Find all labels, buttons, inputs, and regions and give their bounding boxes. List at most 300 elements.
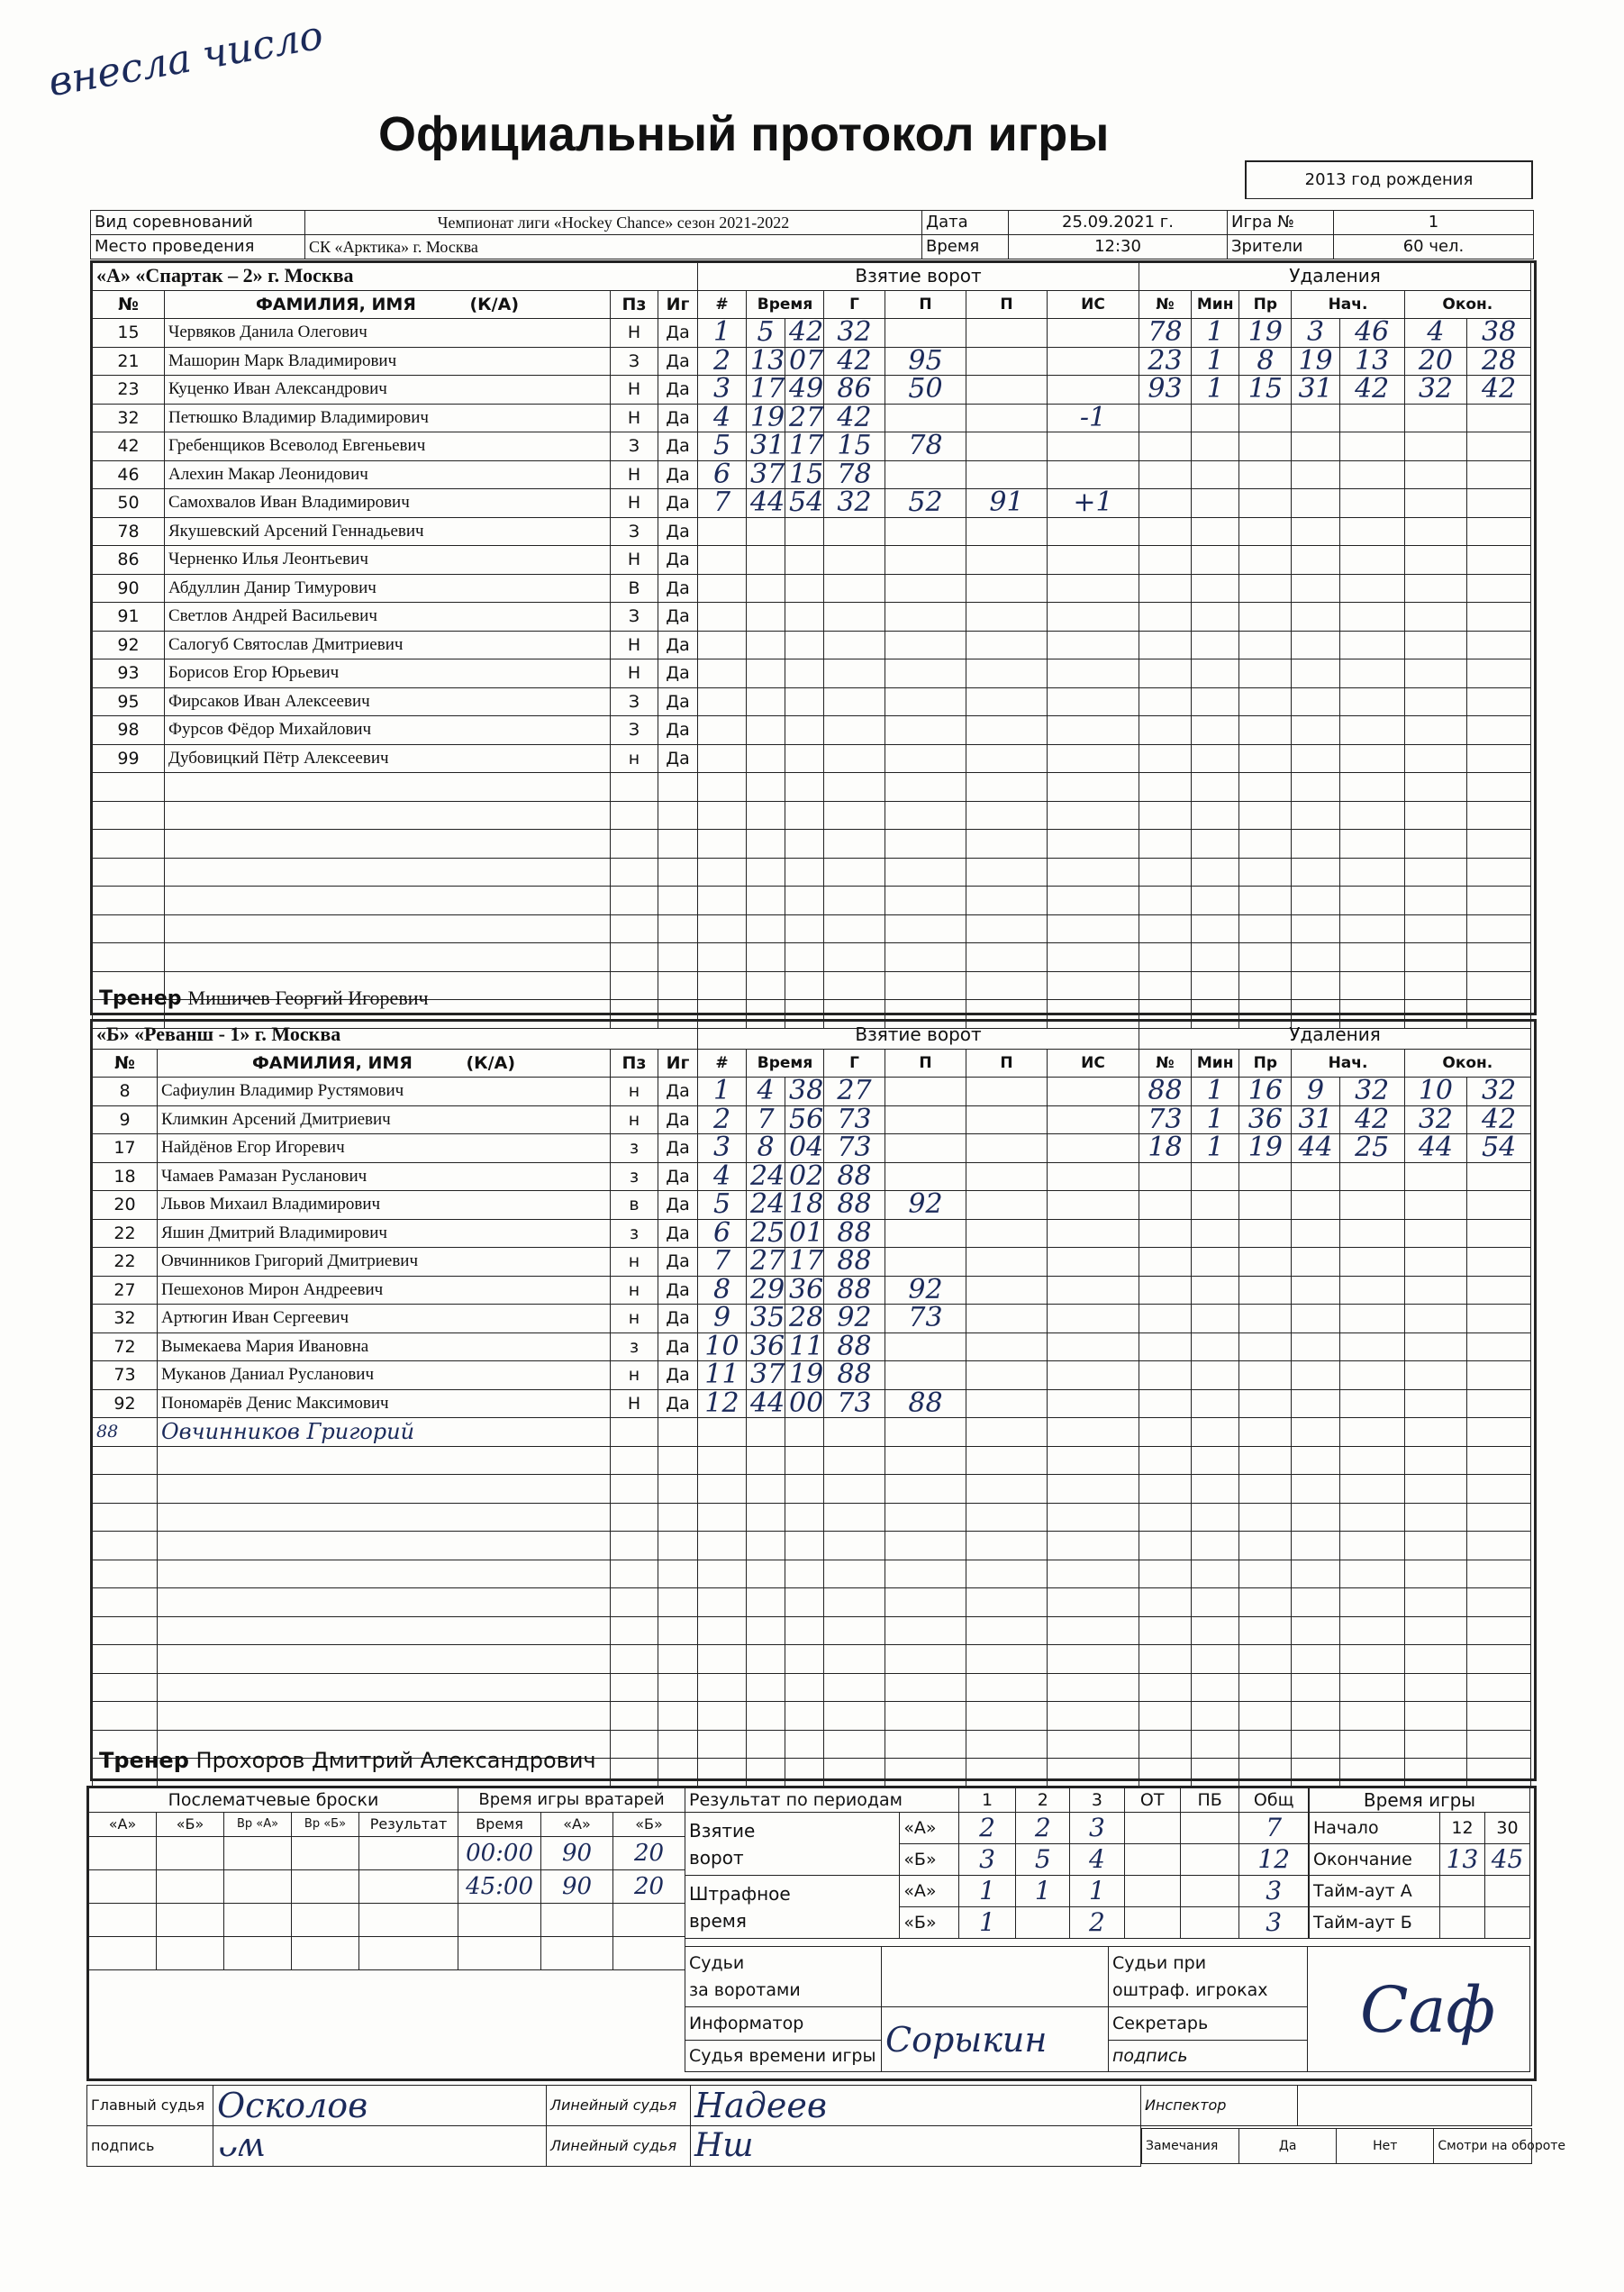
empty-cell [1339, 1332, 1404, 1361]
empty-cell [658, 1475, 698, 1504]
empty-cell [1339, 432, 1404, 461]
player-played: Да [658, 716, 698, 745]
goal-row [698, 1588, 1139, 1617]
empty-cell [1239, 801, 1292, 830]
empty-cell [1339, 517, 1404, 546]
goal-p1: 50 [885, 376, 966, 405]
player-played: Да [658, 1105, 698, 1134]
empty-cell [698, 1475, 747, 1504]
empty-cell [1239, 744, 1292, 773]
goal-s: 38 [785, 1078, 824, 1106]
goal-row [698, 603, 1139, 632]
empty-cell [1139, 744, 1192, 773]
empty-cell [1467, 460, 1531, 489]
empty-cell [1467, 1389, 1531, 1418]
empty-cell [1404, 1588, 1467, 1617]
empty-cell [1467, 1332, 1531, 1361]
empty-cell [785, 1588, 824, 1617]
col-pen-min: Мин [1192, 1049, 1239, 1078]
player-row [93, 1503, 698, 1532]
empty-cell [785, 546, 824, 575]
player-name: Дубовицкий Пётр Алексеевич [165, 744, 611, 773]
goal-n: 2 [698, 347, 747, 376]
empty-cell [1467, 1532, 1531, 1560]
empty-cell [966, 1305, 1048, 1333]
player-row [93, 1702, 698, 1731]
empty-cell [1404, 1730, 1467, 1759]
linesman-2-label: Линейный судья [547, 2126, 691, 2167]
penalty-row [1139, 1305, 1531, 1333]
period-1: 1 [958, 1788, 1015, 1813]
penalty-row [1139, 1105, 1531, 1134]
player-position: З [611, 432, 658, 461]
empty-cell [1192, 1418, 1239, 1447]
remarks-no[interactable]: Нет [1337, 2129, 1434, 2164]
empty-cell [966, 887, 1048, 915]
penalty-row [1139, 432, 1531, 461]
penalty-sm: 31 [1292, 376, 1339, 405]
empty-cell [611, 1532, 658, 1560]
goal-s: 15 [785, 460, 824, 489]
pen-title: Удаления [1139, 262, 1531, 291]
penalty-row [1139, 1560, 1531, 1588]
team-b-goals [697, 1020, 1139, 1787]
empty-cell [824, 1503, 885, 1532]
empty-cell [1239, 971, 1292, 1000]
empty-cell [824, 546, 885, 575]
goal-p1 [885, 1162, 966, 1191]
goals-title: Взятие ворот [698, 1021, 1139, 1050]
empty-cell [1139, 1560, 1192, 1588]
player-position: з [611, 1134, 658, 1163]
goal-row [698, 744, 1139, 773]
empty-cell [698, 1446, 747, 1475]
empty-cell [1339, 1560, 1404, 1588]
empty-cell [966, 716, 1048, 745]
penalty-sm: 44 [1292, 1134, 1339, 1163]
empty-cell [698, 716, 747, 745]
empty-cell [698, 914, 747, 943]
empty-cell [158, 1645, 611, 1674]
penalty-es: 42 [1467, 1105, 1531, 1134]
empty-cell [785, 943, 824, 972]
penalty-es: 42 [1467, 376, 1531, 405]
empty-cell [1467, 744, 1531, 773]
empty-cell [1239, 1276, 1292, 1305]
goal-n: 9 [698, 1305, 747, 1333]
penalty-pr: 19 [1239, 1134, 1292, 1163]
goal-g: 73 [824, 1105, 885, 1134]
player-played: Да [658, 319, 698, 348]
empty-cell [1239, 1332, 1292, 1361]
goal-g: 42 [824, 404, 885, 432]
empty-cell [1404, 1702, 1467, 1731]
empty-cell [824, 716, 885, 745]
empty-cell [698, 773, 747, 802]
goal-n: 5 [698, 1191, 747, 1220]
empty-cell [1192, 1616, 1239, 1645]
goal-s: 11 [785, 1332, 824, 1361]
empty-cell [1048, 1389, 1139, 1418]
player-number: 99 [93, 744, 165, 773]
player-number: 72 [93, 1332, 158, 1361]
player-position: З [611, 603, 658, 632]
col-pen-start: Нач. [1292, 290, 1404, 319]
player-number: 22 [93, 1219, 158, 1248]
player-position: н [611, 1276, 658, 1305]
goal-p1: 88 [885, 1389, 966, 1418]
empty-cell [658, 1759, 698, 1787]
empty-cell [1404, 546, 1467, 575]
empty-cell [785, 517, 824, 546]
player-played: Да [658, 489, 698, 518]
penalty-row [1139, 319, 1531, 348]
player-name: Найдёнов Егор Игоревич [158, 1134, 611, 1163]
empty-cell [698, 1560, 747, 1588]
empty-cell [885, 744, 966, 773]
game-no-value: 1 [1334, 211, 1534, 235]
empty-cell [1239, 1475, 1292, 1504]
pen-b-total: 3 [1239, 1907, 1309, 1939]
remarks-yes[interactable]: Да [1239, 2129, 1337, 2164]
penalty-row [1139, 376, 1531, 405]
empty-cell [824, 1759, 885, 1787]
empty-cell [1139, 1588, 1192, 1617]
referees-table: Главный судья Осколов Линейный судья Надеев Инспектор подпись ᴗʍ Линейный судья Нш Замечания Да Нет Смотри на обороте [86, 2085, 1532, 2167]
empty-cell [1048, 1105, 1139, 1134]
player-number: 15 [93, 319, 165, 348]
player-row [93, 1560, 698, 1588]
empty-cell [966, 659, 1048, 688]
goal-n: 3 [698, 1134, 747, 1163]
goal-row [698, 1759, 1139, 1787]
period-results-table [685, 1787, 1309, 1939]
inspector-label: Инспектор [1141, 2086, 1298, 2126]
empty-cell [1192, 1276, 1239, 1305]
time-label: Время [922, 235, 1009, 259]
player-name: Гребенщиков Всеволод Евгеньевич [165, 432, 611, 461]
player-position: н [611, 1248, 658, 1277]
empty-cell [1048, 887, 1139, 915]
empty-cell [1139, 603, 1192, 632]
penalty-em: 32 [1404, 1105, 1467, 1134]
player-row [93, 1191, 698, 1220]
period-ot: ОТ [1124, 1788, 1180, 1813]
empty-cell [1292, 943, 1339, 972]
empty-cell [1139, 1532, 1192, 1560]
empty-cell [747, 631, 785, 659]
goals-a-p1: 2 [958, 1813, 1015, 1844]
competition-label: Вид соревнований [91, 211, 305, 235]
goal-s: 42 [785, 319, 824, 348]
empty-cell [1339, 687, 1404, 716]
player-number: 92 [93, 631, 165, 659]
empty-cell [1404, 1759, 1467, 1787]
end-label: Окончание [1310, 1844, 1440, 1876]
goalie-time: 45:00 [458, 1870, 541, 1904]
goal-row [698, 376, 1139, 405]
empty-cell [966, 1332, 1048, 1361]
empty-cell [1467, 1162, 1531, 1191]
penalty-em: 10 [1404, 1078, 1467, 1106]
empty-cell [1467, 971, 1531, 1000]
empty-cell [966, 1588, 1048, 1617]
empty-cell [1192, 1475, 1239, 1504]
empty-cell [747, 1616, 785, 1645]
penalty-ss: 42 [1339, 1105, 1404, 1134]
player-row [93, 830, 698, 859]
empty-cell [785, 1503, 824, 1532]
empty-cell [611, 1673, 658, 1702]
empty-cell [157, 1837, 224, 1870]
empty-cell [785, 773, 824, 802]
goal-judges-label: Судьи за воротами [685, 1947, 882, 2007]
player-row [93, 1248, 698, 1277]
empty-cell [1292, 914, 1339, 943]
empty-cell [1048, 1588, 1139, 1617]
empty-cell [1139, 943, 1192, 972]
player-name: Сафиулин Владимир Рустямович [158, 1078, 611, 1106]
empty-cell [966, 1418, 1048, 1447]
venue-label: Место проведения [91, 235, 305, 259]
empty-cell [1192, 1248, 1239, 1277]
empty-cell [1139, 801, 1192, 830]
penalty-row [1139, 773, 1531, 802]
empty-cell [1467, 914, 1531, 943]
penalty-ss: 46 [1339, 319, 1404, 348]
empty-cell [1192, 801, 1239, 830]
empty-cell [1239, 1616, 1292, 1645]
penalty-no: 23 [1139, 347, 1192, 376]
empty-cell [1239, 1588, 1292, 1617]
goal-s: 19 [785, 1361, 824, 1390]
empty-cell [1292, 1276, 1339, 1305]
goal-row [698, 659, 1139, 688]
so-vra: Вр «А» [224, 1813, 292, 1837]
empty-cell [698, 687, 747, 716]
goal-is [1048, 376, 1139, 405]
goal-is [1048, 319, 1139, 348]
period-3: 3 [1070, 1788, 1124, 1813]
goal-row [698, 574, 1139, 603]
goal-m: 35 [747, 1305, 785, 1333]
player-played: Да [658, 1162, 698, 1191]
penalty-row [1139, 1162, 1531, 1191]
player-played: Да [658, 1078, 698, 1106]
goal-row [698, 404, 1139, 432]
empty-cell [165, 858, 611, 887]
empty-cell [658, 1730, 698, 1759]
empty-cell [785, 687, 824, 716]
empty-cell [824, 659, 885, 688]
empty-cell [785, 631, 824, 659]
empty-cell [1339, 1305, 1404, 1333]
empty-cell [885, 517, 966, 546]
goal-is [1048, 460, 1139, 489]
goal-is: -1 [1048, 404, 1139, 432]
empty-cell [966, 1503, 1048, 1532]
player-row [93, 1418, 698, 1447]
player-number: 42 [93, 432, 165, 461]
player-row [93, 432, 698, 461]
empty-cell [611, 773, 658, 802]
goal-g: 88 [824, 1162, 885, 1191]
player-played: Да [658, 1332, 698, 1361]
penalty-sm: 31 [1292, 1105, 1339, 1134]
player-position [611, 1418, 658, 1447]
empty-cell [785, 914, 824, 943]
empty-cell [785, 1475, 824, 1504]
penalty-min: 1 [1192, 1105, 1239, 1134]
empty-cell [1048, 603, 1139, 632]
empty-cell [1048, 773, 1139, 802]
empty-cell [158, 1446, 611, 1475]
timeout-a-label: Тайм-аут А [1310, 1876, 1440, 1907]
penalty-row [1139, 603, 1531, 632]
empty-cell [1192, 1588, 1239, 1617]
penalty-row [1139, 1219, 1531, 1248]
empty-cell [1292, 1645, 1339, 1674]
empty-cell [1404, 971, 1467, 1000]
player-number: 23 [93, 376, 165, 405]
empty-cell [1048, 1078, 1139, 1106]
col-goal-p1: П [885, 290, 966, 319]
empty-cell [1048, 1361, 1139, 1390]
empty-cell [1292, 830, 1339, 859]
empty-cell [785, 830, 824, 859]
goal-p1: 73 [885, 1305, 966, 1333]
penalty-pr: 36 [1239, 1105, 1292, 1134]
see-back-label: Смотри на обороте [1434, 2129, 1531, 2164]
penalty-sm: 3 [1292, 319, 1339, 348]
player-played: Да [658, 404, 698, 432]
team-a-coach: Тренер Мишичев Георгий Игоревич [99, 987, 429, 1010]
empty-cell [658, 943, 698, 972]
empty-cell [698, 943, 747, 972]
empty-cell [1239, 460, 1292, 489]
empty-cell [1239, 1702, 1292, 1731]
empty-cell [1239, 687, 1292, 716]
penalty-min: 1 [1192, 347, 1239, 376]
empty-cell [966, 1105, 1048, 1134]
game-time-label: Время игры [1310, 1788, 1530, 1813]
empty-cell [89, 1870, 157, 1904]
player-number: 88 [93, 1418, 158, 1447]
empty-cell [1192, 687, 1239, 716]
empty-cell [1292, 1162, 1339, 1191]
empty-cell [611, 1702, 658, 1731]
goal-m: 24 [747, 1162, 785, 1191]
goal-g: 27 [824, 1078, 885, 1106]
shootouts-goalie-table [88, 1787, 685, 1970]
empty-cell [885, 887, 966, 915]
goal-g: 88 [824, 1361, 885, 1390]
penalty-ss: 13 [1339, 347, 1404, 376]
col-pen-end: Окон. [1404, 290, 1530, 319]
empty-cell [658, 801, 698, 830]
empty-cell [1292, 659, 1339, 688]
goal-s: 07 [785, 347, 824, 376]
empty-cell [698, 1588, 747, 1617]
so-vrb: Вр «Б» [292, 1813, 359, 1837]
empty-cell [747, 773, 785, 802]
goal-row [698, 1389, 1139, 1418]
goal-p2: 91 [966, 489, 1048, 518]
player-number: 98 [93, 716, 165, 745]
empty-cell [966, 1759, 1048, 1787]
empty-cell [1404, 1219, 1467, 1248]
empty-cell [1239, 659, 1292, 688]
empty-cell [1048, 1446, 1139, 1475]
head-referee-signature: Осколов [213, 2086, 547, 2126]
row-b: «Б» [900, 1844, 959, 1876]
player-position: н [611, 1305, 658, 1333]
goal-n: 12 [698, 1389, 747, 1418]
empty-cell [785, 858, 824, 887]
empty-cell [1339, 1532, 1404, 1560]
empty-cell [885, 1446, 966, 1475]
empty-cell [785, 1532, 824, 1560]
penalty-row [1139, 1532, 1531, 1560]
player-row [93, 574, 698, 603]
empty-cell [611, 943, 658, 972]
empty-cell [1292, 1588, 1339, 1617]
empty-cell [785, 659, 824, 688]
goal-is [1048, 432, 1139, 461]
empty-cell [1404, 716, 1467, 745]
head-referee-sign-label: подпись [87, 2126, 213, 2167]
empty-cell [747, 716, 785, 745]
penalty-no: 88 [1139, 1078, 1192, 1106]
player-position: н [611, 1361, 658, 1390]
so-a: «А» [89, 1813, 157, 1837]
goal-p1 [885, 1248, 966, 1277]
penalty-row [1139, 1389, 1531, 1418]
empty-cell [1139, 687, 1192, 716]
goalie-time: 00:00 [458, 1837, 541, 1870]
empty-cell [698, 1532, 747, 1560]
goal-row [698, 631, 1139, 659]
empty-cell [1339, 971, 1404, 1000]
empty-cell [966, 517, 1048, 546]
player-position: Н [611, 404, 658, 432]
empty-cell [1239, 517, 1292, 546]
penalty-no: 73 [1139, 1105, 1192, 1134]
empty-cell [1048, 914, 1139, 943]
empty-cell [658, 1560, 698, 1588]
empty-cell [611, 1446, 658, 1475]
year-label: 2013 год рождения [1246, 161, 1532, 199]
goals-label: Взятие ворот [685, 1813, 900, 1876]
empty-cell [785, 603, 824, 632]
empty-cell [611, 801, 658, 830]
player-position: Н [611, 319, 658, 348]
empty-cell [1239, 887, 1292, 915]
goal-n: 6 [698, 1219, 747, 1248]
empty-cell [824, 1532, 885, 1560]
penalty-row [1139, 1134, 1531, 1163]
empty-cell [824, 603, 885, 632]
empty-cell [824, 631, 885, 659]
empty-cell [1404, 460, 1467, 489]
penalty-row [1139, 1616, 1531, 1645]
col-ig: Иг [658, 290, 698, 319]
player-played: Да [658, 347, 698, 376]
empty-cell [1192, 1532, 1239, 1560]
empty-cell [698, 574, 747, 603]
empty-cell [1467, 716, 1531, 745]
empty-cell [1339, 943, 1404, 972]
